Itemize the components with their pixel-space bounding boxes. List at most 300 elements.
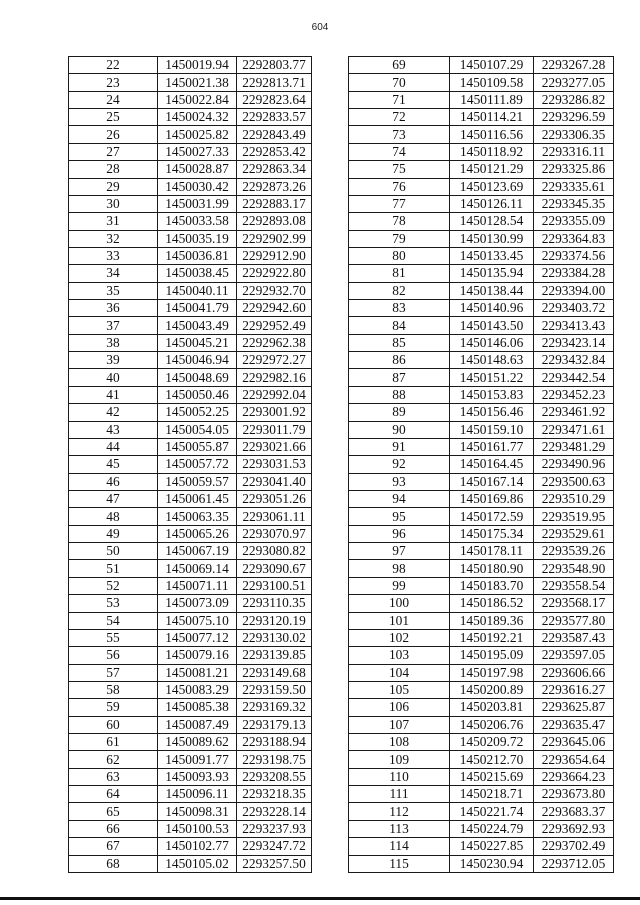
point-number-cell: 97 [349, 543, 450, 560]
x-coordinate-cell: 1450079.16 [158, 647, 237, 664]
x-coordinate-cell: 1450036.81 [158, 247, 237, 264]
point-number-cell: 39 [69, 352, 158, 369]
table-row [349, 664, 614, 681]
table-row [349, 716, 614, 733]
table-row [69, 629, 312, 646]
point-number-cell: 78 [349, 213, 450, 230]
point-number-cell: 115 [349, 855, 450, 872]
y-coordinate-cell: 2293529.61 [534, 525, 614, 542]
point-number-cell: 101 [349, 612, 450, 629]
x-coordinate-cell: 1450156.46 [450, 404, 534, 421]
table-row [349, 838, 614, 855]
point-number-cell: 107 [349, 716, 450, 733]
y-coordinate-cell: 2293011.79 [237, 421, 312, 438]
point-number-cell: 80 [349, 247, 450, 264]
table-row [69, 734, 312, 751]
table-row [349, 161, 614, 178]
table-row [69, 438, 312, 455]
x-coordinate-cell: 1450180.90 [450, 560, 534, 577]
point-number-cell: 112 [349, 803, 450, 820]
point-number-cell: 23 [69, 74, 158, 91]
x-coordinate-cell: 1450203.81 [450, 699, 534, 716]
y-coordinate-cell: 2292982.16 [237, 369, 312, 386]
table-row [349, 681, 614, 698]
y-coordinate-cell: 2293169.32 [237, 699, 312, 716]
table-row [349, 786, 614, 803]
x-coordinate-cell: 1450040.11 [158, 282, 237, 299]
table-row [349, 230, 614, 247]
table-row [69, 352, 312, 369]
y-coordinate-cell: 2292912.90 [237, 247, 312, 264]
y-coordinate-cell: 2293645.06 [534, 734, 614, 751]
page-bottom-rule [0, 897, 640, 900]
table-row [349, 91, 614, 108]
table-row [69, 334, 312, 351]
x-coordinate-cell: 1450038.45 [158, 265, 237, 282]
table-row [69, 803, 312, 820]
y-coordinate-cell: 2293712.05 [534, 855, 614, 872]
y-coordinate-cell: 2293568.17 [534, 595, 614, 612]
y-coordinate-cell: 2293606.66 [534, 664, 614, 681]
point-number-cell: 104 [349, 664, 450, 681]
point-number-cell: 54 [69, 612, 158, 629]
x-coordinate-cell: 1450161.77 [450, 438, 534, 455]
table-row [349, 143, 614, 160]
x-coordinate-cell: 1450087.49 [158, 716, 237, 733]
x-coordinate-cell: 1450109.58 [450, 74, 534, 91]
x-coordinate-cell: 1450121.29 [450, 161, 534, 178]
y-coordinate-cell: 2293159.50 [237, 681, 312, 698]
y-coordinate-cell: 2293120.19 [237, 612, 312, 629]
table-row [349, 751, 614, 768]
x-coordinate-cell: 1450212.70 [450, 751, 534, 768]
table-row [69, 647, 312, 664]
table-row [69, 369, 312, 386]
y-coordinate-cell: 2292883.17 [237, 195, 312, 212]
table-row [349, 282, 614, 299]
x-coordinate-cell: 1450035.19 [158, 230, 237, 247]
x-coordinate-cell: 1450192.21 [450, 629, 534, 646]
y-coordinate-cell: 2292962.38 [237, 334, 312, 351]
table-row [349, 195, 614, 212]
point-number-cell: 52 [69, 577, 158, 594]
y-coordinate-cell: 2293490.96 [534, 456, 614, 473]
point-number-cell: 58 [69, 681, 158, 698]
y-coordinate-cell: 2292873.26 [237, 178, 312, 195]
x-coordinate-cell: 1450093.93 [158, 768, 237, 785]
x-coordinate-cell: 1450041.79 [158, 300, 237, 317]
y-coordinate-cell: 2293198.75 [237, 751, 312, 768]
x-coordinate-cell: 1450027.33 [158, 143, 237, 160]
x-coordinate-cell: 1450085.38 [158, 699, 237, 716]
y-coordinate-cell: 2293139.85 [237, 647, 312, 664]
table-row [69, 57, 312, 74]
x-coordinate-cell: 1450048.69 [158, 369, 237, 386]
y-coordinate-cell: 2293130.02 [237, 629, 312, 646]
table-row [69, 716, 312, 733]
table-row [349, 734, 614, 751]
y-coordinate-cell: 2293625.87 [534, 699, 614, 716]
y-coordinate-cell: 2293442.54 [534, 369, 614, 386]
y-coordinate-cell: 2293452.23 [534, 386, 614, 403]
table-row [349, 473, 614, 490]
table-row [349, 352, 614, 369]
table-row [69, 265, 312, 282]
point-number-cell: 110 [349, 768, 450, 785]
y-coordinate-cell: 2292942.60 [237, 300, 312, 317]
point-number-cell: 94 [349, 490, 450, 507]
table-row [69, 612, 312, 629]
point-number-cell: 61 [69, 734, 158, 751]
point-number-cell: 108 [349, 734, 450, 751]
x-coordinate-cell: 1450167.14 [450, 473, 534, 490]
x-coordinate-cell: 1450045.21 [158, 334, 237, 351]
y-coordinate-cell: 2292893.08 [237, 213, 312, 230]
point-number-cell: 74 [349, 143, 450, 160]
point-number-cell: 45 [69, 456, 158, 473]
point-number-cell: 67 [69, 838, 158, 855]
y-coordinate-cell: 2293654.64 [534, 751, 614, 768]
y-coordinate-cell: 2293031.53 [237, 456, 312, 473]
y-coordinate-cell: 2292863.34 [237, 161, 312, 178]
x-coordinate-cell: 1450033.58 [158, 213, 237, 230]
table-row [349, 525, 614, 542]
table-row [349, 560, 614, 577]
y-coordinate-cell: 2292813.71 [237, 74, 312, 91]
y-coordinate-cell: 2293179.13 [237, 716, 312, 733]
table-row [349, 109, 614, 126]
x-coordinate-cell: 1450059.57 [158, 473, 237, 490]
point-number-cell: 60 [69, 716, 158, 733]
x-coordinate-cell: 1450143.50 [450, 317, 534, 334]
x-coordinate-cell: 1450230.94 [450, 855, 534, 872]
table-row [349, 768, 614, 785]
y-coordinate-cell: 2293061.11 [237, 508, 312, 525]
point-number-cell: 37 [69, 317, 158, 334]
y-coordinate-cell: 2293471.61 [534, 421, 614, 438]
point-number-cell: 88 [349, 386, 450, 403]
table-row [69, 195, 312, 212]
y-coordinate-cell: 2293510.29 [534, 490, 614, 507]
y-coordinate-cell: 2293664.23 [534, 768, 614, 785]
x-coordinate-cell: 1450221.74 [450, 803, 534, 820]
y-coordinate-cell: 2293403.72 [534, 300, 614, 317]
point-number-cell: 62 [69, 751, 158, 768]
point-number-cell: 56 [69, 647, 158, 664]
y-coordinate-cell: 2293635.47 [534, 716, 614, 733]
x-coordinate-cell: 1450140.96 [450, 300, 534, 317]
table-row [69, 473, 312, 490]
point-number-cell: 72 [349, 109, 450, 126]
point-number-cell: 41 [69, 386, 158, 403]
table-row [69, 838, 312, 855]
x-coordinate-cell: 1450105.02 [158, 855, 237, 872]
table-row [69, 126, 312, 143]
table-row [349, 612, 614, 629]
point-number-cell: 114 [349, 838, 450, 855]
x-coordinate-cell: 1450057.72 [158, 456, 237, 473]
table-row [349, 647, 614, 664]
y-coordinate-cell: 2293394.00 [534, 282, 614, 299]
point-number-cell: 48 [69, 508, 158, 525]
x-coordinate-cell: 1450175.34 [450, 525, 534, 542]
table-row [349, 803, 614, 820]
table-row [69, 525, 312, 542]
y-coordinate-cell: 2293090.67 [237, 560, 312, 577]
point-number-cell: 111 [349, 786, 450, 803]
point-number-cell: 113 [349, 820, 450, 837]
point-number-cell: 50 [69, 543, 158, 560]
x-coordinate-cell: 1450126.11 [450, 195, 534, 212]
table-row [69, 230, 312, 247]
y-coordinate-cell: 2293616.27 [534, 681, 614, 698]
point-number-cell: 30 [69, 195, 158, 212]
point-number-cell: 95 [349, 508, 450, 525]
x-coordinate-cell: 1450081.21 [158, 664, 237, 681]
x-coordinate-cell: 1450061.45 [158, 490, 237, 507]
x-coordinate-cell: 1450189.36 [450, 612, 534, 629]
point-number-cell: 40 [69, 369, 158, 386]
table-row [349, 57, 614, 74]
y-coordinate-cell: 2293188.94 [237, 734, 312, 751]
point-number-cell: 77 [349, 195, 450, 212]
point-number-cell: 90 [349, 421, 450, 438]
y-coordinate-cell: 2292803.77 [237, 57, 312, 74]
point-number-cell: 87 [349, 369, 450, 386]
x-coordinate-cell: 1450200.89 [450, 681, 534, 698]
x-coordinate-cell: 1450100.53 [158, 820, 237, 837]
y-coordinate-cell: 2293277.05 [534, 74, 614, 91]
x-coordinate-cell: 1450148.63 [450, 352, 534, 369]
table-row [349, 595, 614, 612]
point-number-cell: 31 [69, 213, 158, 230]
point-number-cell: 73 [349, 126, 450, 143]
table-row [69, 300, 312, 317]
y-coordinate-cell: 2292833.57 [237, 109, 312, 126]
x-coordinate-cell: 1450098.31 [158, 803, 237, 820]
table-row [349, 404, 614, 421]
point-number-cell: 93 [349, 473, 450, 490]
point-number-cell: 28 [69, 161, 158, 178]
point-number-cell: 63 [69, 768, 158, 785]
x-coordinate-cell: 1450046.94 [158, 352, 237, 369]
x-coordinate-cell: 1450164.45 [450, 456, 534, 473]
y-coordinate-cell: 2293673.80 [534, 786, 614, 803]
point-number-cell: 36 [69, 300, 158, 317]
point-number-cell: 35 [69, 282, 158, 299]
point-number-cell: 84 [349, 317, 450, 334]
point-number-cell: 81 [349, 265, 450, 282]
y-coordinate-cell: 2293461.92 [534, 404, 614, 421]
x-coordinate-cell: 1450077.12 [158, 629, 237, 646]
point-number-cell: 102 [349, 629, 450, 646]
x-coordinate-cell: 1450215.69 [450, 768, 534, 785]
x-coordinate-cell: 1450102.77 [158, 838, 237, 855]
x-coordinate-cell: 1450022.84 [158, 91, 237, 108]
point-number-cell: 82 [349, 282, 450, 299]
y-coordinate-cell: 2293208.55 [237, 768, 312, 785]
x-coordinate-cell: 1450146.06 [450, 334, 534, 351]
table-row [69, 178, 312, 195]
page-number: 604 [311, 22, 329, 33]
x-coordinate-cell: 1450067.19 [158, 543, 237, 560]
point-number-cell: 43 [69, 421, 158, 438]
point-number-cell: 53 [69, 595, 158, 612]
y-coordinate-cell: 2293080.82 [237, 543, 312, 560]
y-coordinate-cell: 2293306.35 [534, 126, 614, 143]
x-coordinate-cell: 1450107.29 [450, 57, 534, 74]
x-coordinate-cell: 1450021.38 [158, 74, 237, 91]
point-number-cell: 64 [69, 786, 158, 803]
table-row [349, 247, 614, 264]
point-number-cell: 27 [69, 143, 158, 160]
y-coordinate-cell: 2293237.93 [237, 820, 312, 837]
table-row [349, 213, 614, 230]
table-row [69, 404, 312, 421]
y-coordinate-cell: 2293335.61 [534, 178, 614, 195]
y-coordinate-cell: 2293051.26 [237, 490, 312, 507]
y-coordinate-cell: 2293325.86 [534, 161, 614, 178]
y-coordinate-cell: 2293247.72 [237, 838, 312, 855]
table-row [349, 855, 614, 872]
point-number-cell: 55 [69, 629, 158, 646]
y-coordinate-cell: 2293702.49 [534, 838, 614, 855]
table-row [349, 126, 614, 143]
table-row [69, 786, 312, 803]
y-coordinate-cell: 2293384.28 [534, 265, 614, 282]
point-number-cell: 34 [69, 265, 158, 282]
x-coordinate-cell: 1450206.76 [450, 716, 534, 733]
x-coordinate-cell: 1450025.82 [158, 126, 237, 143]
y-coordinate-cell: 2293500.63 [534, 473, 614, 490]
point-number-cell: 47 [69, 490, 158, 507]
point-number-cell: 91 [349, 438, 450, 455]
y-coordinate-cell: 2293683.37 [534, 803, 614, 820]
x-coordinate-cell: 1450031.99 [158, 195, 237, 212]
x-coordinate-cell: 1450133.45 [450, 247, 534, 264]
point-number-cell: 76 [349, 178, 450, 195]
table-row [349, 369, 614, 386]
y-coordinate-cell: 2293577.80 [534, 612, 614, 629]
point-number-cell: 26 [69, 126, 158, 143]
table-row [349, 334, 614, 351]
table-row [69, 91, 312, 108]
x-coordinate-cell: 1450063.35 [158, 508, 237, 525]
point-number-cell: 25 [69, 109, 158, 126]
y-coordinate-cell: 2293070.97 [237, 525, 312, 542]
y-coordinate-cell: 2293374.56 [534, 247, 614, 264]
y-coordinate-cell: 2293257.50 [237, 855, 312, 872]
point-number-cell: 103 [349, 647, 450, 664]
x-coordinate-cell: 1450178.11 [450, 543, 534, 560]
point-number-cell: 105 [349, 681, 450, 698]
y-coordinate-cell: 2293364.83 [534, 230, 614, 247]
y-coordinate-cell: 2293587.43 [534, 629, 614, 646]
x-coordinate-cell: 1450130.99 [450, 230, 534, 247]
point-number-cell: 86 [349, 352, 450, 369]
x-coordinate-cell: 1450123.69 [450, 178, 534, 195]
table-row [349, 265, 614, 282]
y-coordinate-cell: 2293597.05 [534, 647, 614, 664]
y-coordinate-cell: 2293021.66 [237, 438, 312, 455]
table-row [69, 751, 312, 768]
x-coordinate-cell: 1450055.87 [158, 438, 237, 455]
point-number-cell: 96 [349, 525, 450, 542]
point-number-cell: 89 [349, 404, 450, 421]
point-number-cell: 85 [349, 334, 450, 351]
table-row [69, 317, 312, 334]
table-row [349, 820, 614, 837]
point-number-cell: 92 [349, 456, 450, 473]
y-coordinate-cell: 2293355.09 [534, 213, 614, 230]
x-coordinate-cell: 1450218.71 [450, 786, 534, 803]
y-coordinate-cell: 2293286.82 [534, 91, 614, 108]
table-row [69, 699, 312, 716]
y-coordinate-cell: 2293100.51 [237, 577, 312, 594]
point-number-cell: 57 [69, 664, 158, 681]
table-row [69, 213, 312, 230]
point-number-cell: 100 [349, 595, 450, 612]
x-coordinate-cell: 1450043.49 [158, 317, 237, 334]
y-coordinate-cell: 2292922.80 [237, 265, 312, 282]
x-coordinate-cell: 1450224.79 [450, 820, 534, 837]
point-number-cell: 24 [69, 91, 158, 108]
point-number-cell: 59 [69, 699, 158, 716]
table-row [69, 161, 312, 178]
x-coordinate-cell: 1450083.29 [158, 681, 237, 698]
table-row [349, 178, 614, 195]
point-number-cell: 33 [69, 247, 158, 264]
table-row [69, 508, 312, 525]
table-row [69, 490, 312, 507]
table-row [69, 386, 312, 403]
x-coordinate-cell: 1450209.72 [450, 734, 534, 751]
point-number-cell: 69 [349, 57, 450, 74]
y-coordinate-cell: 2293432.84 [534, 352, 614, 369]
table-row [69, 681, 312, 698]
x-coordinate-cell: 1450153.83 [450, 386, 534, 403]
point-number-cell: 66 [69, 820, 158, 837]
y-coordinate-cell: 2293548.90 [534, 560, 614, 577]
table-row [349, 508, 614, 525]
table-row [349, 699, 614, 716]
x-coordinate-cell: 1450116.56 [450, 126, 534, 143]
table-row [349, 317, 614, 334]
y-coordinate-cell: 2292952.49 [237, 317, 312, 334]
y-coordinate-cell: 2293692.93 [534, 820, 614, 837]
y-coordinate-cell: 2293001.92 [237, 404, 312, 421]
x-coordinate-cell: 1450024.32 [158, 109, 237, 126]
table-row [349, 300, 614, 317]
table-row [349, 543, 614, 560]
y-coordinate-cell: 2293149.68 [237, 664, 312, 681]
y-coordinate-cell: 2293539.26 [534, 543, 614, 560]
y-coordinate-cell: 2292932.70 [237, 282, 312, 299]
coordinates-table-right [348, 56, 614, 873]
y-coordinate-cell: 2293316.11 [534, 143, 614, 160]
coordinates-table-left [68, 56, 312, 873]
y-coordinate-cell: 2292843.49 [237, 126, 312, 143]
x-coordinate-cell: 1450075.10 [158, 612, 237, 629]
table-row [69, 577, 312, 594]
y-coordinate-cell: 2293296.59 [534, 109, 614, 126]
y-coordinate-cell: 2292992.04 [237, 386, 312, 403]
x-coordinate-cell: 1450071.11 [158, 577, 237, 594]
x-coordinate-cell: 1450089.62 [158, 734, 237, 751]
y-coordinate-cell: 2293267.28 [534, 57, 614, 74]
table-row [349, 456, 614, 473]
y-coordinate-cell: 2293218.35 [237, 786, 312, 803]
